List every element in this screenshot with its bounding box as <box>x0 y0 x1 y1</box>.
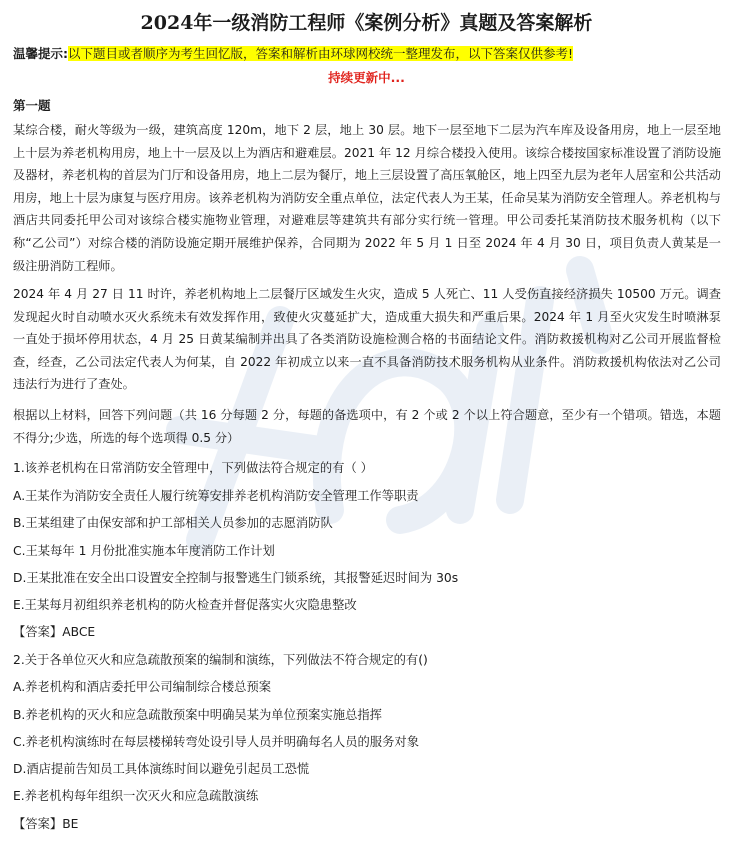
question-option: C.王某每年 1 月份批准实施本年度消防工作计划 <box>13 544 275 558</box>
notice-text: 以下题目或者顺序为考生回忆版，答案和解析由环球网校统一整理发布，以下答案仅供参考! <box>68 46 574 61</box>
case-paragraph: 某综合楼，耐火等级为一级，建筑高度 120m，地下 2 层，地上 30 层。地下一层至地下二层为汽车库及设备用房，地上一层至地上十层为养老机构用房，地上十一层及以上为酒店和避难层。2021 年 12 月综合楼投入使用。该综合楼按国家标准设置了消防设施及器材，养老机构的首层为门厅和设备用房，地上二层为餐厅，地上三层设置了高压氧舱区，地上四至九层为老年人居室和公共活动用房，地上十层为康复与医疗用房。该养老机构为消防安全重点单位，法定代表人为王某，任命吴某为消防安全管理人。养老机构与酒店共同委托甲公司对该综合楼实施物业管理，对避难层等建筑共有部分实行统一管理。甲公司委托某消防技术服务机构（以下称“乙公司”）对综合楼的消防设施定期开展维护保养，合同期为 2022 年 5 月 1 日至 2024 年 4 月 30 日，项目负责人黄某是一级注册消防工程师。 <box>13 123 721 273</box>
question-stem: 2.关于各单位灭火和应急疏散预案的编制和演练，下列做法不符合规定的有() <box>13 653 428 667</box>
question-option: B.王某组建了由保安部和护工部相关人员参加的志愿消防队 <box>13 516 333 530</box>
notice-line <box>13 44 573 62</box>
question-option: D.酒店提前告知员工具体演练时间以避免引起员工恐慌 <box>13 762 310 776</box>
case-paragraph: 2024 年 4 月 27 日 11 时许，养老机构地上二层餐厅区域发生火灾，造成 5 人死亡、11 人受伤直接经济损失 10500 万元。调查发现起火时自动喷水灭火系统未有效发挥作用，致使火灾蔓延扩大，造成重大损失和严重后果。2024 年 1 月至火灾发生时喷淋泵一直处于损坏停用状态，4 月 25 日黄某编制并出具了各类消防设施检测合格的书面结论文件。消防救援机构对乙公司开展监督检查，经查，乙公司法定代表人为何某，自 2022 年初成立以来一直不具备消防技术服务机构从业条件。消防救援机构依法对乙公司违法行为进行了查处。 <box>13 287 721 392</box>
question-stem: 1.该养老机构在日常消防安全管理中，下列做法符合规定的有（ ） <box>13 461 373 475</box>
notice-label: 温馨提示: <box>13 46 68 61</box>
question-answer: 【答案】BE <box>13 817 79 831</box>
section-heading: 第一题 <box>13 98 51 113</box>
question-option: A.养老机构和酒店委托甲公司编制综合楼总预案 <box>13 680 272 694</box>
question-option: C.养老机构演练时在每层楼梯转弯处设引导人员并明确每名人员的服务对象 <box>13 735 419 749</box>
page-title: 2024年一级消防工程师《案例分析》真题及答案解析 <box>140 12 593 34</box>
question-answer: 【答案】ABCE <box>13 625 96 639</box>
question-option: E.王某每月初组织养老机构的防火检查并督促落实火灾隐患整改 <box>13 598 357 612</box>
question-option: B.养老机构的灭火和应急疏散预案中明确吴某为单位预案实施总指挥 <box>13 708 382 722</box>
question-option: A.王某作为消防安全责任人履行统筹安排养老机构消防安全管理工作等职责 <box>13 489 419 503</box>
updating-status: 持续更新中... <box>328 70 405 85</box>
instructions-paragraph: 根据以上材料，回答下列问题（共 16 分每题 2 分，每题的备选项中，有 2 个或 2 个以上符合题意，至少有一个错项。错选，本题不得分;少选，所选的每个选项得 0.5 分） <box>13 408 721 445</box>
question-option: D.王某批准在安全出口设置安全控制与报警逃生门锁系统，其报警延迟时间为 30s <box>13 571 459 585</box>
question-option: E.养老机构每年组织一次灭火和应急疏散演练 <box>13 789 259 803</box>
